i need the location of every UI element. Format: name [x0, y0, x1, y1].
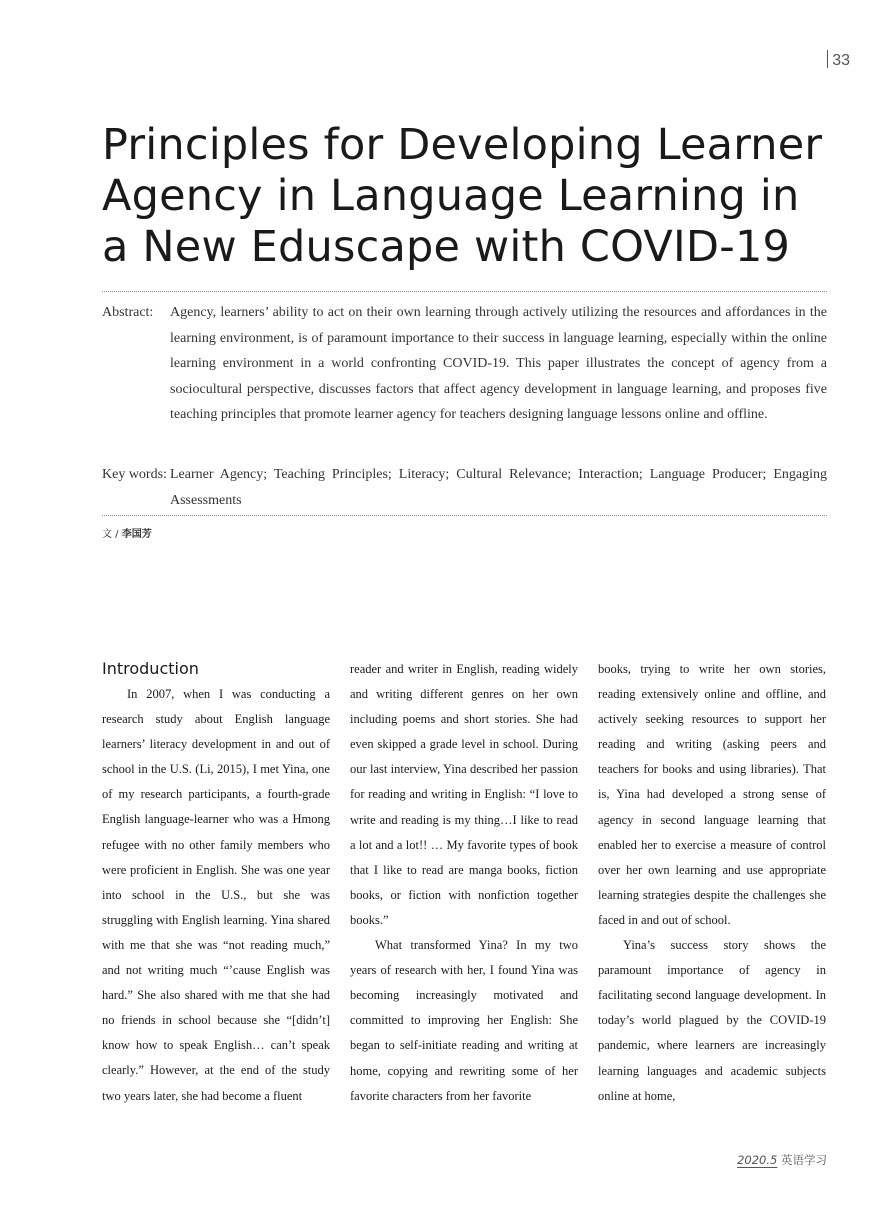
page-number: [827, 50, 850, 70]
author-name: 李国芳: [121, 529, 152, 540]
column-1: [102, 657, 330, 1109]
section-heading-introduction: Introduction: [102, 659, 199, 678]
keywords-text: Learner Agency; Teaching Principles; Literacy; Cultural Relevance; Interaction; Language Producer; Engaging Assessments: [170, 467, 827, 508]
footer-issue: 2020.5: [737, 1153, 778, 1167]
column-3: [598, 657, 826, 1109]
paragraph: books, trying to write her own stories, reading extensively online and offline, and actively seeking resources to support her reading and writing (asking peers and teachers for books and using libraries). That is, Yina had developed a strong sense of agency in second language learning that enabled her to exercise a measure of control over her own learning and use appropriate learning strategies despite the challenges she faced in and out of school.: [598, 662, 826, 927]
abstract: [102, 300, 827, 428]
article-title: [102, 120, 842, 273]
footer: [719, 1152, 827, 1168]
divider-bottom: [102, 515, 827, 516]
page-number-divider: [827, 50, 828, 68]
keywords-label: Key words:: [102, 467, 167, 482]
author-byline: [102, 525, 152, 540]
author-prefix: 文 /: [102, 529, 119, 540]
divider-top: [102, 291, 827, 292]
footer-journal: 英语学习: [781, 1153, 827, 1167]
paragraph: What transformed Yina? In my two years of research with her, I found Yina was becoming increasingly motivated and committed to improving her English: She began to self-initiate reading and writing at home, copying and rewriting some of her favorite characters from her favorite: [350, 938, 578, 1103]
paragraph: In 2007, when I was conducting a research study about English language learners’ literacy development in and out of school in the U.S. (Li, 2015), I met Yina, one of my research participants, a fourth-grade English language-learner who was a Hmong refugee with no other family members who were proficient in English. She was one year into school in the U.S., but she was struggling with English learning. Yina shared with me that she was “not reading much,” and not writing much “’cause English was hard.” She also shared with me that she had no friends in school because she “[didn’t] know how to speak English… can’t speak clearly.” However, at the end of the study two years later, she had become a fluent: [102, 687, 330, 1103]
keywords: [102, 462, 827, 513]
title-line-3: a New Eduscape with COVID-19: [102, 222, 791, 272]
page-number-value: 33: [832, 52, 850, 69]
paragraph: reader and writer in English, reading widely and writing different genres on her own including poems and short stories. She had even skipped a grade level in school. During our last interview, Yina described her passion for reading and writing in English: “I love to write and reading is my thing…I like to read a lot and a lot!! … My favorite types of book that I like to read are manga books, fiction books, or fiction with nonfiction together books.”: [350, 662, 578, 927]
title-line-1: Principles for Developing Learner: [102, 120, 823, 170]
title-line-2: Agency in Language Learning in: [102, 171, 800, 221]
column-2: [350, 657, 578, 1109]
paragraph: Yina’s success story shows the paramount importance of agency in facilitating second language development. In today’s world plagued by the COVID-19 pandemic, where learners are increasingly learning languages and academic subjects online at home,: [598, 938, 826, 1103]
abstract-label: Abstract:: [102, 305, 154, 320]
abstract-text: Agency, learners’ ability to act on their own learning through actively utilizing the resources and affordances in the learning environment, is of paramount importance to their success in language learning, especially within the online learning environment in a world confronting COVID-19. This paper illustrates the concept of agency from a sociocultural perspective, discusses factors that affect agency development in language learning, and proposes five teaching principles that promote learner agency for teachers designing language lessons online and offline.: [170, 305, 827, 422]
